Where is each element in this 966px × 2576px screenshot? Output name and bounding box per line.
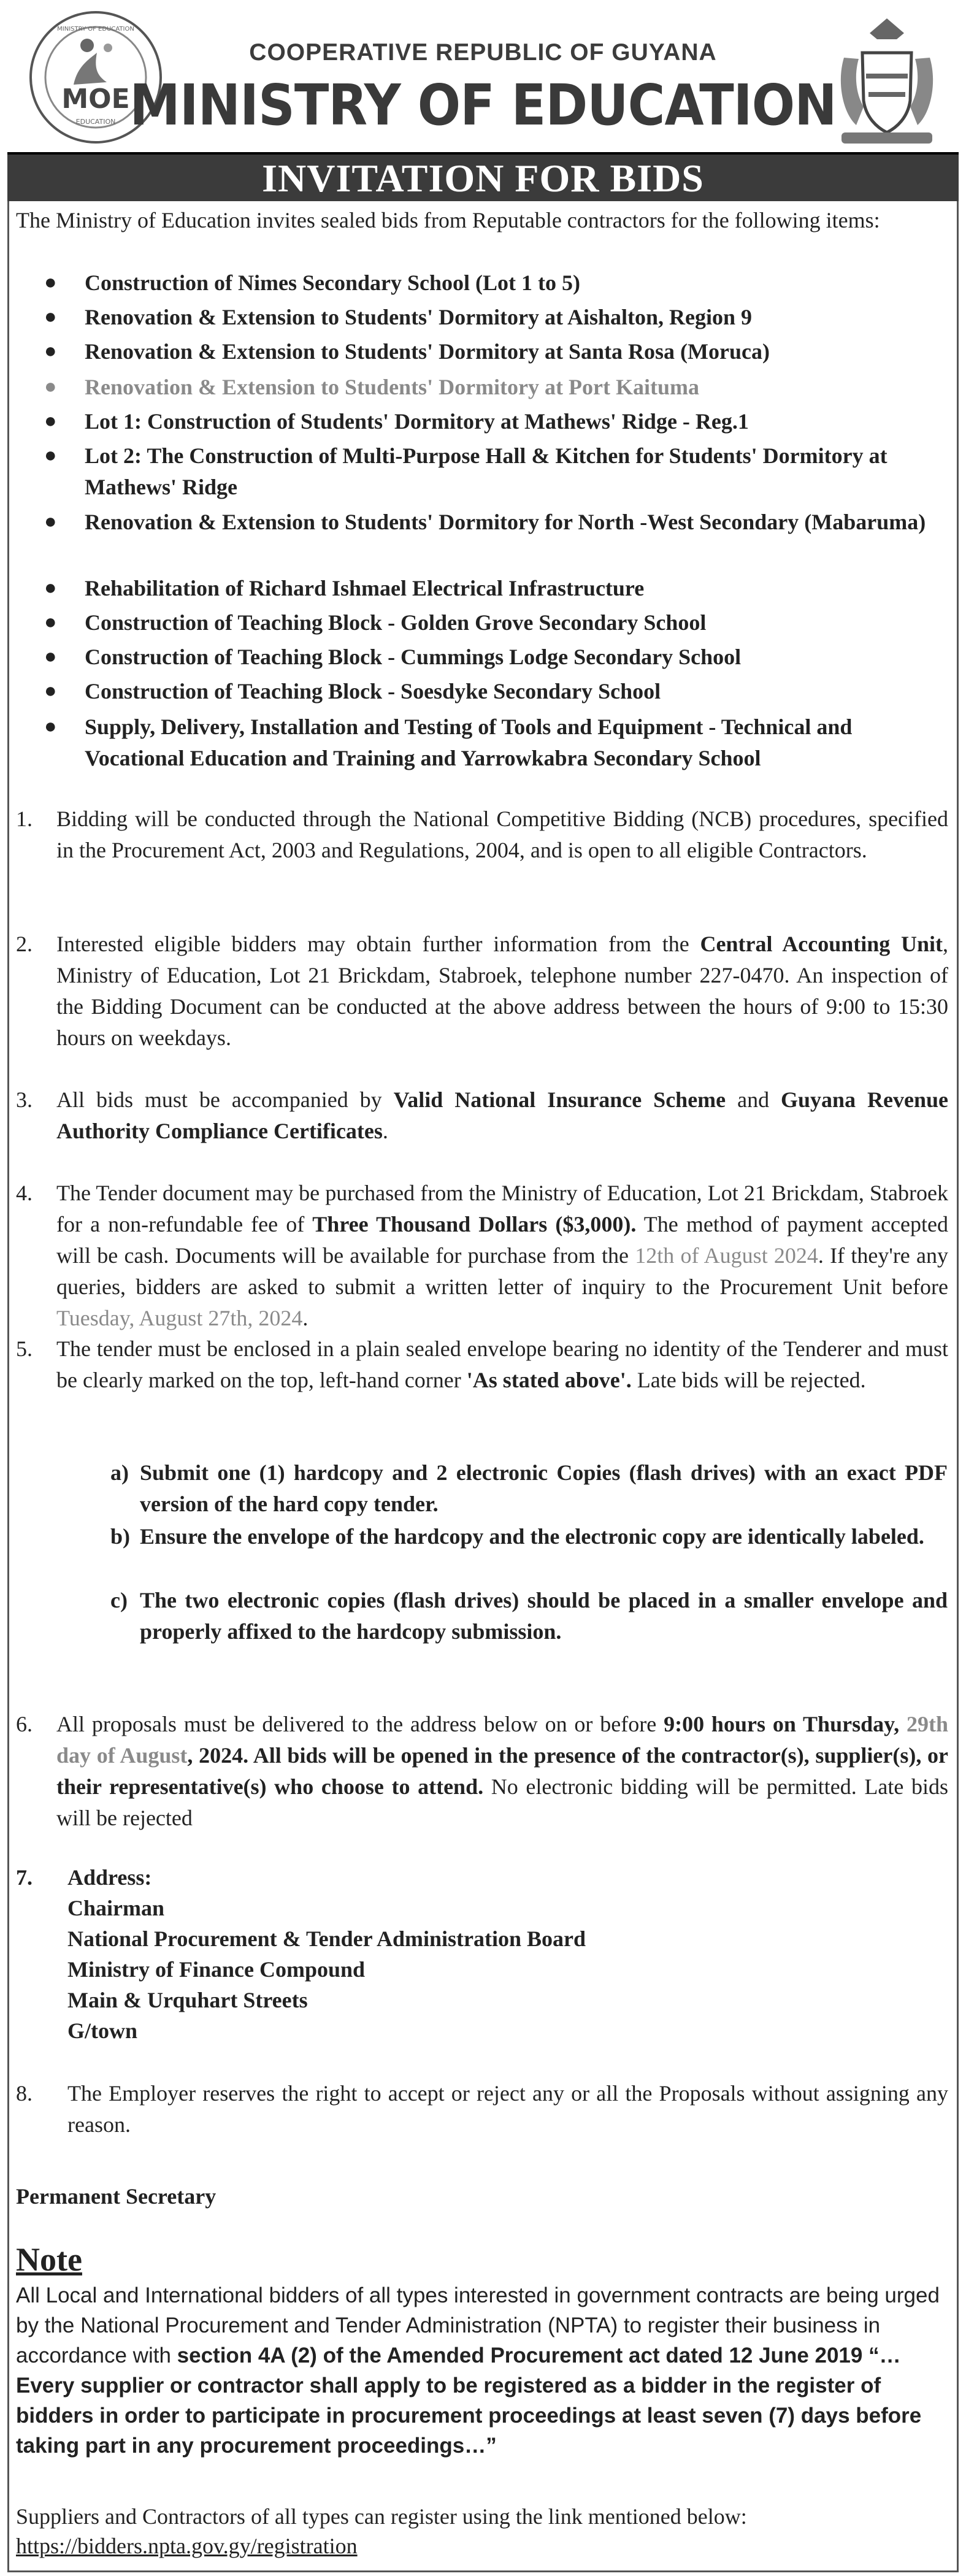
lot-item: Renovation & Extension to Students' Dormitory at Santa Rosa (Moruca) — [85, 339, 770, 364]
clause-1: Bidding will be conducted through the National Competitive Bidding (NCB) procedures, specified in the Procurement Act, 2003 and Regulations, 2004, and is open to all eligible Contractors. — [56, 807, 948, 862]
bullet-icon: ● — [44, 410, 57, 432]
lot-item: Renovation & Extension to Students' Dormitory at Aishalton, Region 9 — [85, 305, 753, 329]
clause-number: 8. — [16, 2081, 33, 2106]
country-name: COOPERATIVE REPUBLIC OF GUYANA — [249, 39, 717, 66]
bullet-icon: ● — [44, 510, 57, 533]
sub-item-b: b) Ensure the envelope of the hardcopy and the electronic copy are identically labeled. — [110, 1524, 924, 1549]
banner-title: INVITATION FOR BIDS — [262, 156, 704, 200]
clause-3: All bids must be accompanied by Valid National Insurance Scheme and Guyana Revenue Authority Compliance Certificates. — [56, 1087, 948, 1143]
address-line: Main & Urquhart Streets — [67, 1988, 308, 2012]
bullet-icon: ● — [44, 375, 57, 398]
address-line: Ministry of Finance Compound — [67, 1957, 366, 1982]
register-text: Suppliers and Contractors of all types can register using the link mentioned below: — [16, 2504, 747, 2529]
bullet-icon: ● — [44, 611, 57, 634]
lot-item: Rehabilitation of Richard Ishmael Electrical Infrastructure — [85, 576, 645, 600]
address-line: Chairman — [67, 1896, 165, 1920]
lot-item: Lot 2: The Construction of Multi-Purpose Hall & Kitchen for Students' Dormitory at Mathews' Ridge — [85, 443, 887, 499]
intro-text: The Ministry of Education invites sealed bids from Reputable contractors for the following items: — [16, 208, 880, 232]
ministry-name: MINISTRY OF EDUCATION — [129, 72, 837, 138]
clause-number: 6. — [16, 1712, 33, 1736]
bullet-icon: ● — [44, 340, 57, 362]
clause-4: The Tender document may be purchased from the Ministry of Education, Lot 21 Brickdam, Stabroek for a non-refundable fee of Three Thousand Dollars ($3,000). The method of payment accepted will be cash. Documents will be available for purchase from the 12th of August 2024. If they're any queries, bidders are asked to submit a written letter of inquiry to the Procurement Unit before Tuesday, August 27th, 2024. — [56, 1181, 948, 1330]
bullet-icon: ● — [44, 577, 57, 599]
note-body: All Local and International bidders of all types interested in government contracts are being urged by the National Procurement and Tender Administration (NPTA) to register their business in accordance with section 4A (2) of the Amended Procurement act dated 12 June 2019 “…Every supplier or contractor shall apply to be registered as a bidder in the register of bidders in order to participate in procurement proceedings at least seven (7) days before taking part in any procurement proceedings…” — [16, 2283, 940, 2458]
address-line: National Procurement & Tender Administration Board — [67, 1926, 586, 1951]
bullet-icon: ● — [44, 645, 57, 668]
clause-8: The Employer reserves the right to accept or reject any or all the Proposals without assigning any reason. — [67, 2081, 948, 2137]
lot-item: Construction of Teaching Block - Cummings Lodge Secondary School — [85, 645, 742, 669]
clause-number: 3. — [16, 1087, 33, 1112]
bullet-icon: ● — [44, 444, 57, 467]
address-line: G/town — [67, 2018, 138, 2043]
lot-item: Lot 1: Construction of Students' Dormitory at Mathews' Ridge - Reg.1 — [85, 409, 749, 434]
lot-item: Construction of Teaching Block - Golden Grove Secondary School — [85, 610, 707, 635]
clause-number: 1. — [16, 807, 33, 831]
clause-5: The tender must be enclosed in a plain sealed envelope bearing no identity of the Tenderer and must be clearly marked on the top, left-hand corner 'As stated above'. Late bids will be rejected. — [56, 1336, 948, 1392]
clause-number: 4. — [16, 1181, 33, 1205]
clause-number: 7. — [16, 1865, 33, 1890]
logo-text: MOE — [61, 83, 130, 115]
bullet-icon: ● — [44, 680, 57, 702]
signatory: Permanent Secretary — [16, 2184, 217, 2209]
clause-number: 5. — [16, 1336, 33, 1361]
sub-item-c: c) The two electronic copies (flash drives) should be placed in a smaller envelope and properly affixed to the hardcopy submission. — [110, 1588, 948, 1644]
lot-item: Construction of Teaching Block - Soesdyke Secondary School — [85, 679, 661, 703]
clause-6: All proposals must be delivered to the address below on or before 9:00 hours on Thursday, 29th day of August, 2024. All bids will be opened in the presence of the contractor(s), supplier(s), or their representative(s) who choose to attend. No electronic bidding will be permitted. Late bids will be rejected — [56, 1712, 949, 1830]
clause-number: 2. — [16, 932, 33, 956]
address-label: Address: — [67, 1865, 152, 1890]
lot-item: Renovation & Extension to Students' Dormitory for North -West Secondary (Mabaruma) — [85, 510, 926, 534]
logo-ring-text: MINISTRY OF EDUCATION — [57, 26, 134, 33]
title-banner — [7, 152, 959, 201]
lot-item: Construction of Nimes Secondary School (Lot 1 to 5) — [85, 270, 580, 295]
sub-item-a: a) Submit one (1) hardcopy and 2 electronic Copies (flash drives) with an exact PDF version of the hard copy tender. — [110, 1460, 948, 1516]
coat-of-arms-icon — [832, 15, 942, 147]
bullet-icon: ● — [44, 305, 57, 328]
note-heading: Note — [16, 2241, 82, 2278]
lot-item: Renovation & Extension to Students' Dormitory at Port Kaituma — [85, 375, 699, 399]
header — [0, 0, 966, 152]
bullet-icon: ● — [44, 715, 57, 738]
registration-link[interactable]: https://bidders.npta.gov.gy/registration — [16, 2534, 358, 2558]
lot-item: Supply, Delivery, Installation and Testing of Tools and Equipment - Technical and Vocational Education and Training and Yarrowkabra Secondary School — [85, 715, 853, 770]
logo-motto: EDUCATION — [75, 118, 116, 126]
bullet-icon: ● — [44, 271, 57, 294]
clause-2: Interested eligible bidders may obtain further information from the Central Accounting Unit, Ministry of Education, Lot 21 Brickdam, Stabroek, telephone number 227-0470. An inspection of the Bidding Document can be conducted at the above address between the hours of 9:00 to 15:30 hours on weekdays. — [56, 932, 949, 1050]
